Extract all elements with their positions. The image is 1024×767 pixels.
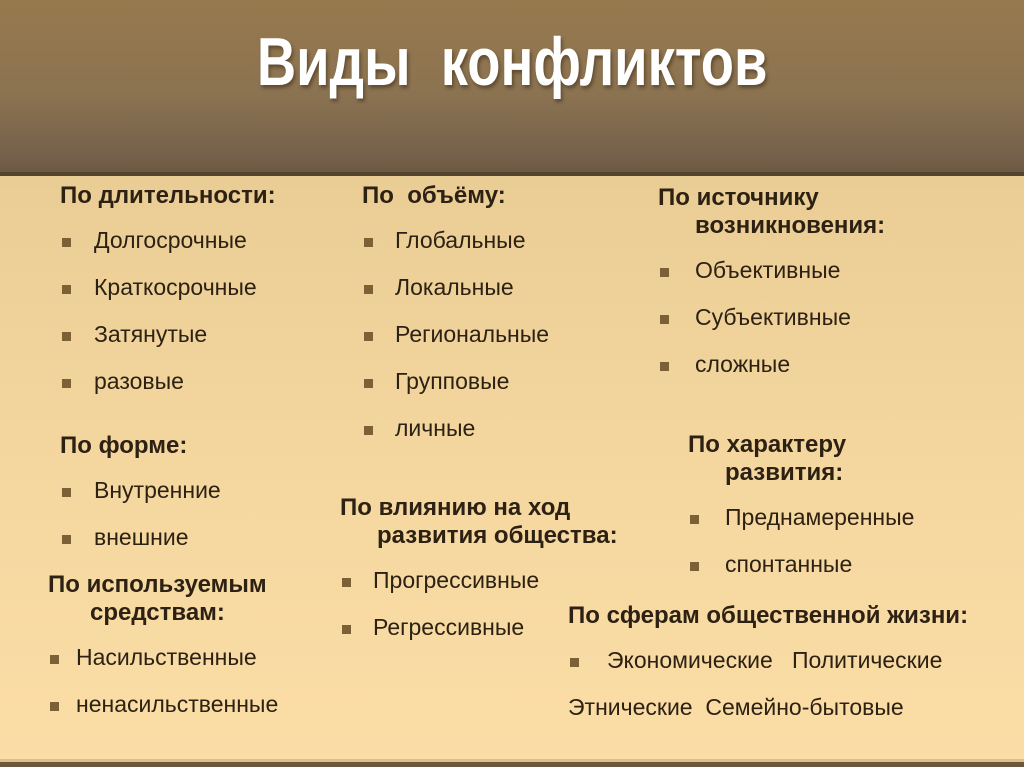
group-source-heading: По источнику возникновения: <box>658 184 886 239</box>
list-item: сложные <box>658 350 885 397</box>
bullet-square-icon <box>342 578 351 587</box>
group-form-list <box>60 476 221 570</box>
list-item: личные <box>362 414 549 461</box>
group-duration <box>60 182 276 414</box>
list-item: Насильственные <box>48 643 278 690</box>
bullet-square-icon <box>50 702 59 711</box>
list-item: Краткосрочные <box>60 273 276 320</box>
bullet-square-icon <box>62 488 71 497</box>
bullet-square-icon <box>62 535 71 544</box>
bullet-square-icon <box>660 315 669 324</box>
bullet-square-icon <box>62 332 71 341</box>
group-duration-list <box>60 226 276 414</box>
list-item: Прогрессивные <box>340 566 618 613</box>
bullet-square-icon <box>364 379 373 388</box>
group-means-heading: По используемым средствам: <box>48 571 267 626</box>
slide-header-band <box>0 0 1024 176</box>
group-form-heading: По форме: <box>60 432 188 459</box>
bullet-square-icon <box>570 658 579 667</box>
bullet-square-icon <box>62 379 71 388</box>
list-item: Региональные <box>362 320 549 367</box>
group-influence-heading: По влиянию на ход развития общества: <box>340 494 618 549</box>
list-item: ненасильственные <box>48 690 278 737</box>
group-spheres-heading: По сферам общественной жизни: <box>568 602 969 629</box>
list-item: спонтанные <box>688 550 914 597</box>
list-item: Глобальные <box>362 226 549 273</box>
page-title <box>0 24 1024 100</box>
group-duration-heading: По длительности: <box>60 182 276 209</box>
list-item: Групповые <box>362 367 549 414</box>
group-nature-heading: По характеру развития: <box>688 431 847 486</box>
group-nature <box>688 431 914 597</box>
group-source-list <box>658 256 885 397</box>
group-volume <box>362 182 549 461</box>
group-volume-heading: По объёму: <box>362 182 506 209</box>
bullet-square-icon <box>364 238 373 247</box>
list-item: Экономические Политические <box>568 646 968 693</box>
list-item: Локальные <box>362 273 549 320</box>
bullet-square-icon <box>660 362 669 371</box>
bullet-square-icon <box>660 268 669 277</box>
page-title-text: Виды конфликтов <box>256 24 768 100</box>
spheres-footer-line: Этнические Семейно-бытовые <box>568 694 904 720</box>
group-means <box>48 571 278 737</box>
group-spheres <box>568 602 968 722</box>
bullet-square-icon <box>62 238 71 247</box>
group-volume-list <box>362 226 549 461</box>
group-nature-list <box>688 503 914 597</box>
group-spheres-list <box>568 646 968 693</box>
group-means-list <box>48 643 278 737</box>
bullet-square-icon <box>690 515 699 524</box>
list-item: Регрессивные <box>340 613 618 660</box>
bullet-square-icon <box>62 285 71 294</box>
group-source <box>658 184 885 397</box>
list-item: Объективные <box>658 256 885 303</box>
list-item: внешние <box>60 523 221 570</box>
list-item: Внутренние <box>60 476 221 523</box>
bullet-square-icon <box>342 625 351 634</box>
bullet-square-icon <box>50 655 59 664</box>
list-item: Долгосрочные <box>60 226 276 273</box>
list-item: разовые <box>60 367 276 414</box>
list-item: Затянутые <box>60 320 276 367</box>
list-item: Преднамеренные <box>688 503 914 550</box>
bullet-square-icon <box>364 285 373 294</box>
bullet-square-icon <box>364 426 373 435</box>
group-form <box>60 432 221 570</box>
list-item: Субъективные <box>658 303 885 350</box>
bullet-square-icon <box>690 562 699 571</box>
bullet-square-icon <box>364 332 373 341</box>
bottom-bar <box>0 762 1024 767</box>
